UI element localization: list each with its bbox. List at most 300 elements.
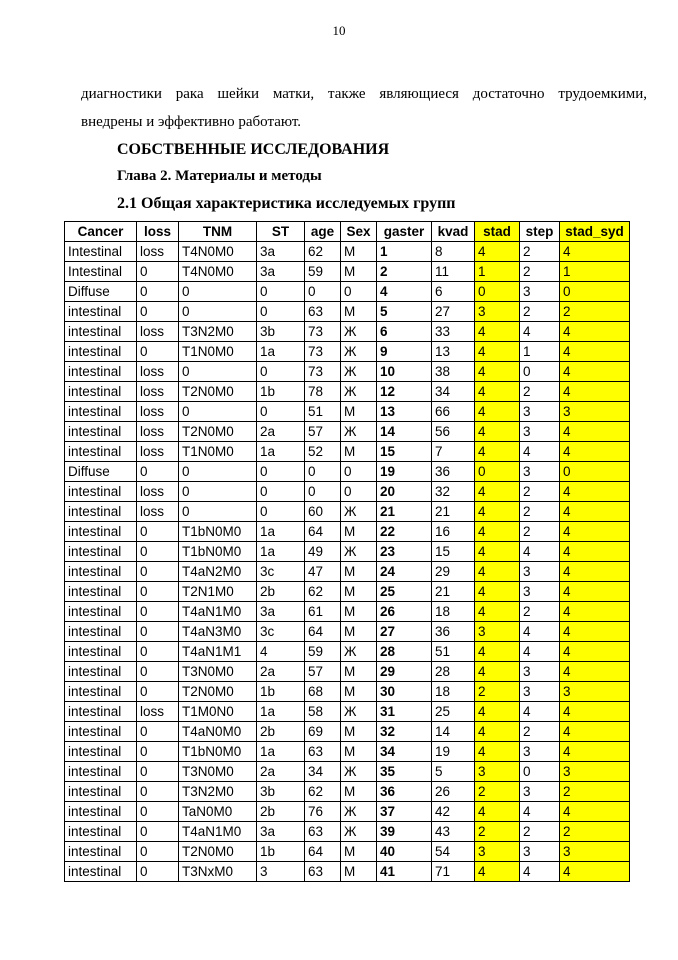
cell-age: 47: [305, 562, 341, 582]
cell-cancer: intestinal: [65, 582, 137, 602]
cell-kvad: 21: [432, 582, 475, 602]
cell-loss: 0: [137, 782, 179, 802]
cell-step: 2: [520, 262, 560, 282]
header-kvad: kvad: [432, 222, 475, 242]
cell-stad-syd: 3: [560, 402, 630, 422]
cell-stad: 4: [475, 742, 520, 762]
cell-sex: М: [341, 782, 377, 802]
cell-kvad: 11: [432, 262, 475, 282]
cell-st: 3a: [257, 822, 305, 842]
cell-tnm: T4aN3M0: [179, 622, 257, 642]
cell-loss: loss: [137, 402, 179, 422]
cell-gaster: 23: [377, 542, 432, 562]
cell-sex: 0: [341, 462, 377, 482]
cell-tnm: T2N0M0: [179, 682, 257, 702]
table-row: [65, 862, 630, 882]
cell-st: 1b: [257, 382, 305, 402]
cell-gaster: 36: [377, 782, 432, 802]
cell-st: 0: [257, 402, 305, 422]
cell-stad-syd: 2: [560, 822, 630, 842]
cell-tnm: T3N0M0: [179, 662, 257, 682]
cell-tnm: T3N0M0: [179, 762, 257, 782]
cell-loss: 0: [137, 622, 179, 642]
cell-kvad: 36: [432, 462, 475, 482]
cell-step: 4: [520, 322, 560, 342]
cell-stad: 4: [475, 662, 520, 682]
cell-tnm: T1M0N0: [179, 702, 257, 722]
cell-st: 2a: [257, 422, 305, 442]
header-st: ST: [257, 222, 305, 242]
table-row: [65, 702, 630, 722]
cell-step: 4: [520, 702, 560, 722]
cell-step: 3: [520, 662, 560, 682]
cell-stad-syd: 4: [560, 802, 630, 822]
header-cancer: Cancer: [65, 222, 137, 242]
cell-age: 64: [305, 522, 341, 542]
cell-stad-syd: 4: [560, 622, 630, 642]
cell-tnm: T4aN0M0: [179, 722, 257, 742]
cell-stad: 4: [475, 522, 520, 542]
cell-tnm: 0: [179, 482, 257, 502]
cell-cancer: intestinal: [65, 742, 137, 762]
cell-age: 52: [305, 442, 341, 462]
cell-stad-syd: 4: [560, 602, 630, 622]
cell-age: 73: [305, 362, 341, 382]
table-row: [65, 402, 630, 422]
cell-kvad: 29: [432, 562, 475, 582]
cell-st: 0: [257, 362, 305, 382]
table-row: [65, 362, 630, 382]
cell-cancer: intestinal: [65, 482, 137, 502]
cell-age: 73: [305, 322, 341, 342]
cell-st: 1a: [257, 742, 305, 762]
cell-kvad: 16: [432, 522, 475, 542]
table-row: [65, 582, 630, 602]
cell-step: 2: [520, 302, 560, 322]
cell-stad-syd: 4: [560, 522, 630, 542]
header-sex: Sex: [341, 222, 377, 242]
cell-age: 51: [305, 402, 341, 422]
cell-age: 62: [305, 782, 341, 802]
cell-loss: 0: [137, 522, 179, 542]
table-row: [65, 842, 630, 862]
cell-loss: 0: [137, 302, 179, 322]
cell-stad-syd: 2: [560, 782, 630, 802]
cell-kvad: 27: [432, 302, 475, 322]
cell-stad-syd: 3: [560, 842, 630, 862]
cell-step: 2: [520, 602, 560, 622]
cell-stad-syd: 4: [560, 722, 630, 742]
cell-sex: 0: [341, 482, 377, 502]
cell-st: 4: [257, 642, 305, 662]
cell-step: 2: [520, 502, 560, 522]
table-row: [65, 302, 630, 322]
cell-tnm: 0: [179, 502, 257, 522]
cell-gaster: 39: [377, 822, 432, 842]
cell-stad: 4: [475, 802, 520, 822]
cell-st: 3: [257, 862, 305, 882]
cell-cancer: intestinal: [65, 642, 137, 662]
cell-stad: 2: [475, 822, 520, 842]
cell-loss: 0: [137, 602, 179, 622]
table-row: [65, 602, 630, 622]
cell-cancer: intestinal: [65, 702, 137, 722]
cell-age: 57: [305, 662, 341, 682]
cell-st: 2b: [257, 722, 305, 742]
cell-step: 3: [520, 402, 560, 422]
cell-st: 0: [257, 482, 305, 502]
cell-stad: 3: [475, 842, 520, 862]
cell-loss: 0: [137, 462, 179, 482]
cell-sex: Ж: [341, 362, 377, 382]
cell-kvad: 14: [432, 722, 475, 742]
cell-cancer: Diffuse: [65, 282, 137, 302]
cell-age: 76: [305, 802, 341, 822]
table-row: [65, 642, 630, 662]
cell-step: 4: [520, 802, 560, 822]
cell-step: 3: [520, 462, 560, 482]
cell-loss: 0: [137, 682, 179, 702]
cell-stad: 4: [475, 642, 520, 662]
cell-tnm: T4aN2M0: [179, 562, 257, 582]
table-row: [65, 562, 630, 582]
cell-stad: 0: [475, 282, 520, 302]
cell-gaster: 22: [377, 522, 432, 542]
cell-age: 62: [305, 582, 341, 602]
cell-tnm: T4aN1M0: [179, 602, 257, 622]
cell-step: 3: [520, 282, 560, 302]
cell-cancer: intestinal: [65, 722, 137, 742]
cell-gaster: 41: [377, 862, 432, 882]
cell-tnm: T4aN1M1: [179, 642, 257, 662]
cell-cancer: intestinal: [65, 442, 137, 462]
cell-step: 3: [520, 742, 560, 762]
cell-stad: 4: [475, 562, 520, 582]
cell-step: 2: [520, 242, 560, 262]
cell-tnm: T1bN0M0: [179, 522, 257, 542]
cell-stad: 4: [475, 542, 520, 562]
table-body: [65, 242, 630, 882]
table-row: [65, 762, 630, 782]
cell-tnm: T2N1M0: [179, 582, 257, 602]
cell-sex: М: [341, 442, 377, 462]
cell-stad: 3: [475, 622, 520, 642]
cell-step: 2: [520, 482, 560, 502]
cell-age: 34: [305, 762, 341, 782]
cell-sex: М: [341, 842, 377, 862]
cell-step: 4: [520, 542, 560, 562]
cell-gaster: 9: [377, 342, 432, 362]
cell-stad: 4: [475, 502, 520, 522]
cell-kvad: 34: [432, 382, 475, 402]
cell-cancer: intestinal: [65, 622, 137, 642]
cell-age: 68: [305, 682, 341, 702]
table-row: [65, 662, 630, 682]
cell-sex: М: [341, 582, 377, 602]
cell-loss: 0: [137, 762, 179, 782]
cell-step: 3: [520, 582, 560, 602]
cell-kvad: 71: [432, 862, 475, 882]
cell-loss: 0: [137, 862, 179, 882]
cell-sex: М: [341, 302, 377, 322]
cell-cancer: intestinal: [65, 302, 137, 322]
cell-st: 2b: [257, 582, 305, 602]
cell-kvad: 15: [432, 542, 475, 562]
cell-tnm: 0: [179, 362, 257, 382]
cell-sex: Ж: [341, 802, 377, 822]
cell-step: 3: [520, 782, 560, 802]
cell-sex: Ж: [341, 762, 377, 782]
cell-cancer: intestinal: [65, 562, 137, 582]
cell-kvad: 54: [432, 842, 475, 862]
cell-st: 2a: [257, 662, 305, 682]
cell-gaster: 14: [377, 422, 432, 442]
cell-kvad: 19: [432, 742, 475, 762]
cell-age: 63: [305, 822, 341, 842]
cell-tnm: T3N2M0: [179, 322, 257, 342]
cell-stad: 4: [475, 382, 520, 402]
cell-gaster: 12: [377, 382, 432, 402]
cell-step: 3: [520, 682, 560, 702]
cell-kvad: 51: [432, 642, 475, 662]
cell-step: 0: [520, 762, 560, 782]
table-row: [65, 342, 630, 362]
section-heading: СОБСТВЕННЫЕ ИССЛЕДОВАНИЯ: [117, 141, 390, 158]
cell-loss: loss: [137, 502, 179, 522]
cell-st: 3b: [257, 322, 305, 342]
cell-stad: 4: [475, 702, 520, 722]
cell-stad: 4: [475, 322, 520, 342]
cell-kvad: 18: [432, 602, 475, 622]
cell-cancer: intestinal: [65, 782, 137, 802]
cell-tnm: T4aN1M0: [179, 822, 257, 842]
cell-stad: 0: [475, 462, 520, 482]
cell-st: 1a: [257, 542, 305, 562]
cell-tnm: 0: [179, 462, 257, 482]
cell-gaster: 37: [377, 802, 432, 822]
cell-stad: 2: [475, 782, 520, 802]
table-row: [65, 262, 630, 282]
cell-gaster: 6: [377, 322, 432, 342]
cell-kvad: 56: [432, 422, 475, 442]
cell-kvad: 6: [432, 282, 475, 302]
cell-st: 0: [257, 302, 305, 322]
cell-st: 3c: [257, 622, 305, 642]
cell-tnm: 0: [179, 282, 257, 302]
subsection-heading: 2.1 Общая характеристика исследуемых групп: [117, 195, 456, 212]
cell-sex: М: [341, 662, 377, 682]
cell-gaster: 30: [377, 682, 432, 702]
cell-age: 64: [305, 622, 341, 642]
cell-stad-syd: 2: [560, 302, 630, 322]
cell-st: 1a: [257, 342, 305, 362]
header-stad-syd: stad_syd: [560, 222, 630, 242]
cell-cancer: Intestinal: [65, 242, 137, 262]
cell-sex: Ж: [341, 422, 377, 442]
cell-loss: loss: [137, 242, 179, 262]
cell-gaster: 19: [377, 462, 432, 482]
table-row: [65, 282, 630, 302]
cell-cancer: intestinal: [65, 762, 137, 782]
cell-st: 3b: [257, 782, 305, 802]
cell-stad: 4: [475, 362, 520, 382]
cell-step: 4: [520, 442, 560, 462]
cell-tnm: T4N0M0: [179, 262, 257, 282]
cell-sex: М: [341, 602, 377, 622]
table-row: [65, 722, 630, 742]
cell-sex: М: [341, 722, 377, 742]
table-row: [65, 802, 630, 822]
cell-loss: loss: [137, 422, 179, 442]
cell-kvad: 28: [432, 662, 475, 682]
cell-step: 2: [520, 382, 560, 402]
cell-stad-syd: 4: [560, 642, 630, 662]
cell-stad-syd: 0: [560, 282, 630, 302]
cell-age: 69: [305, 722, 341, 742]
cell-kvad: 25: [432, 702, 475, 722]
cell-cancer: intestinal: [65, 342, 137, 362]
cell-sex: Ж: [341, 322, 377, 342]
cell-gaster: 1: [377, 242, 432, 262]
cell-step: 2: [520, 822, 560, 842]
cell-tnm: T2N0M0: [179, 422, 257, 442]
table-row: [65, 382, 630, 402]
cell-loss: 0: [137, 822, 179, 842]
cell-sex: Ж: [341, 542, 377, 562]
table-row: [65, 742, 630, 762]
cell-stad-syd: 4: [560, 442, 630, 462]
cell-cancer: Diffuse: [65, 462, 137, 482]
cell-cancer: intestinal: [65, 862, 137, 882]
cell-tnm: T3N2M0: [179, 782, 257, 802]
cell-cancer: intestinal: [65, 402, 137, 422]
cell-tnm: T1N0M0: [179, 342, 257, 362]
cell-cancer: intestinal: [65, 662, 137, 682]
paragraph-line-1: диагностики рака шейки матки, также являющиеся достаточно трудоемкими,: [81, 86, 647, 102]
cell-age: 57: [305, 422, 341, 442]
cell-tnm: T1bN0M0: [179, 542, 257, 562]
cell-stad-syd: 4: [560, 542, 630, 562]
cell-age: 59: [305, 642, 341, 662]
cell-kvad: 5: [432, 762, 475, 782]
cell-cancer: intestinal: [65, 322, 137, 342]
cell-st: 0: [257, 282, 305, 302]
cell-gaster: 10: [377, 362, 432, 382]
cell-step: 4: [520, 622, 560, 642]
cell-stad-syd: 4: [560, 342, 630, 362]
cell-kvad: 13: [432, 342, 475, 362]
cell-stad-syd: 4: [560, 582, 630, 602]
cell-cancer: intestinal: [65, 802, 137, 822]
cell-stad-syd: 4: [560, 482, 630, 502]
cell-age: 61: [305, 602, 341, 622]
cell-step: 0: [520, 362, 560, 382]
cell-stad-syd: 4: [560, 242, 630, 262]
cell-st: 2b: [257, 802, 305, 822]
cell-step: 2: [520, 522, 560, 542]
cell-sex: Ж: [341, 502, 377, 522]
cell-stad-syd: 0: [560, 462, 630, 482]
cell-sex: М: [341, 862, 377, 882]
paragraph-line-2: внедрены и эффективно работают.: [81, 114, 302, 130]
cell-gaster: 15: [377, 442, 432, 462]
cell-loss: loss: [137, 382, 179, 402]
cell-stad-syd: 4: [560, 382, 630, 402]
cell-stad-syd: 4: [560, 742, 630, 762]
cell-step: 3: [520, 562, 560, 582]
cell-st: 3a: [257, 602, 305, 622]
chapter-heading: Глава 2. Материалы и методы: [117, 168, 322, 184]
cell-stad-syd: 4: [560, 702, 630, 722]
cell-sex: М: [341, 742, 377, 762]
cell-stad-syd: 4: [560, 502, 630, 522]
cell-stad: 4: [475, 442, 520, 462]
cell-gaster: 31: [377, 702, 432, 722]
table-row: [65, 462, 630, 482]
table-row: [65, 442, 630, 462]
cell-loss: 0: [137, 642, 179, 662]
cell-loss: 0: [137, 282, 179, 302]
cell-sex: М: [341, 242, 377, 262]
cell-kvad: 66: [432, 402, 475, 422]
cell-stad-syd: 4: [560, 662, 630, 682]
header-stad: stad: [475, 222, 520, 242]
cell-gaster: 5: [377, 302, 432, 322]
cell-stad: 1: [475, 262, 520, 282]
cell-gaster: 25: [377, 582, 432, 602]
cell-cancer: intestinal: [65, 602, 137, 622]
cell-kvad: 8: [432, 242, 475, 262]
cell-cancer: intestinal: [65, 502, 137, 522]
cell-age: 73: [305, 342, 341, 362]
cell-gaster: 29: [377, 662, 432, 682]
cell-stad: 4: [475, 422, 520, 442]
cell-kvad: 33: [432, 322, 475, 342]
cell-loss: 0: [137, 342, 179, 362]
cell-kvad: 38: [432, 362, 475, 382]
cell-gaster: 21: [377, 502, 432, 522]
cell-sex: Ж: [341, 342, 377, 362]
cell-step: 2: [520, 722, 560, 742]
cell-stad-syd: 4: [560, 562, 630, 582]
cell-gaster: 32: [377, 722, 432, 742]
cell-age: 78: [305, 382, 341, 402]
cell-stad-syd: 4: [560, 322, 630, 342]
cell-stad: 4: [475, 862, 520, 882]
cell-st: 3a: [257, 262, 305, 282]
cell-gaster: 27: [377, 622, 432, 642]
table-header-row: [65, 222, 630, 242]
cell-sex: Ж: [341, 382, 377, 402]
cell-cancer: intestinal: [65, 682, 137, 702]
cell-stad: 4: [475, 242, 520, 262]
cell-kvad: 36: [432, 622, 475, 642]
cell-gaster: 4: [377, 282, 432, 302]
cell-loss: loss: [137, 702, 179, 722]
cell-loss: loss: [137, 322, 179, 342]
cell-stad: 4: [475, 722, 520, 742]
cell-gaster: 2: [377, 262, 432, 282]
cell-loss: 0: [137, 662, 179, 682]
cell-gaster: 28: [377, 642, 432, 662]
cell-sex: Ж: [341, 822, 377, 842]
cell-gaster: 20: [377, 482, 432, 502]
cell-stad-syd: 3: [560, 682, 630, 702]
cell-stad-syd: 4: [560, 862, 630, 882]
cell-age: 58: [305, 702, 341, 722]
cell-loss: 0: [137, 542, 179, 562]
cell-age: 0: [305, 462, 341, 482]
